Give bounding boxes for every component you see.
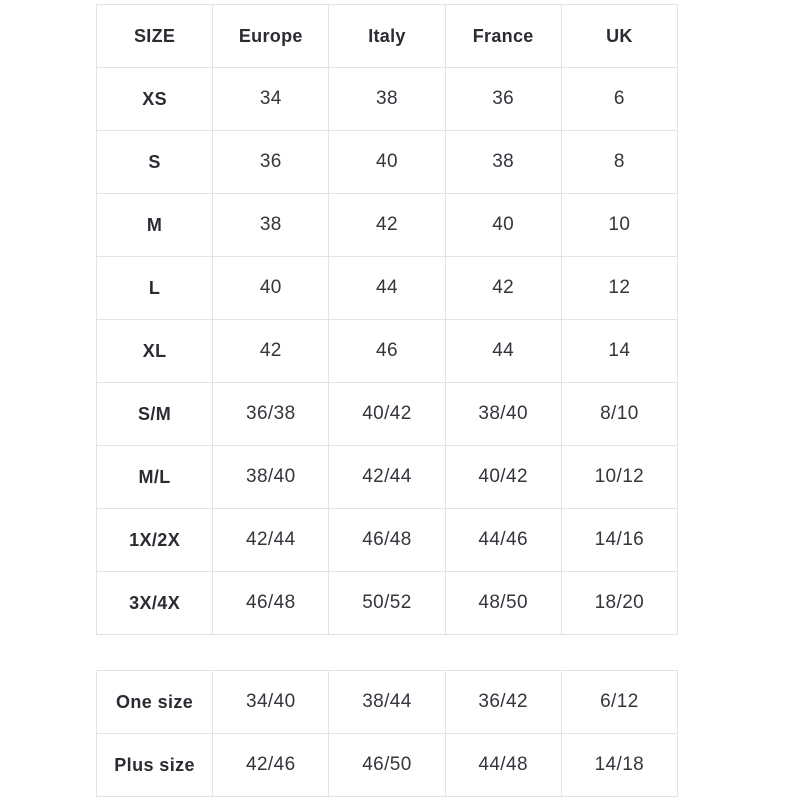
size-label: S: [97, 131, 213, 194]
size-label: S/M: [97, 383, 213, 446]
size-cell-italy: 38: [329, 68, 445, 131]
size-cell-europe: 42: [213, 320, 329, 383]
size-cell-europe: 40: [213, 257, 329, 320]
table-row-m: [97, 194, 678, 257]
special-sizes-body: [97, 671, 678, 797]
size-label: One size: [97, 671, 213, 734]
size-label: M: [97, 194, 213, 257]
table-row-s-m: [97, 383, 678, 446]
size-cell-italy: 42: [329, 194, 445, 257]
size-table-header: [97, 5, 678, 68]
size-cell-uk: 14/18: [561, 734, 677, 797]
size-cell-europe: 38/40: [213, 446, 329, 509]
size-cell-europe: 34/40: [213, 671, 329, 734]
size-cell-uk: 10/12: [561, 446, 677, 509]
size-cell-europe: 38: [213, 194, 329, 257]
size-cell-europe: 36/38: [213, 383, 329, 446]
size-cell-uk: 8: [561, 131, 677, 194]
table-row-1x-2x: [97, 509, 678, 572]
table-row-xs: [97, 68, 678, 131]
size-cell-france: 48/50: [445, 572, 561, 635]
size-cell-france: 40: [445, 194, 561, 257]
column-header-italy: Italy: [329, 5, 445, 68]
table-row-s: [97, 131, 678, 194]
table-row-one-size: [97, 671, 678, 734]
size-cell-france: 44/46: [445, 509, 561, 572]
column-header-size: SIZE: [97, 5, 213, 68]
size-cell-italy: 46/48: [329, 509, 445, 572]
size-cell-france: 44: [445, 320, 561, 383]
column-header-uk: UK: [561, 5, 677, 68]
size-cell-uk: 10: [561, 194, 677, 257]
size-cell-europe: 46/48: [213, 572, 329, 635]
size-conversion-table: [96, 4, 678, 635]
table-row-plus-size: [97, 734, 678, 797]
size-cell-europe: 42/46: [213, 734, 329, 797]
column-header-europe: Europe: [213, 5, 329, 68]
size-cell-uk: 18/20: [561, 572, 677, 635]
size-table-body: [97, 68, 678, 635]
size-label: M/L: [97, 446, 213, 509]
size-cell-italy: 42/44: [329, 446, 445, 509]
table-row-xl: [97, 320, 678, 383]
size-label: L: [97, 257, 213, 320]
size-cell-france: 38/40: [445, 383, 561, 446]
size-cell-uk: 14: [561, 320, 677, 383]
size-cell-europe: 36: [213, 131, 329, 194]
size-cell-france: 36/42: [445, 671, 561, 734]
size-cell-uk: 8/10: [561, 383, 677, 446]
size-cell-france: 44/48: [445, 734, 561, 797]
size-cell-italy: 46: [329, 320, 445, 383]
size-label: XL: [97, 320, 213, 383]
size-cell-italy: 46/50: [329, 734, 445, 797]
column-header-france: France: [445, 5, 561, 68]
size-cell-italy: 44: [329, 257, 445, 320]
size-cell-uk: 12: [561, 257, 677, 320]
size-cell-uk: 6: [561, 68, 677, 131]
size-label: 1X/2X: [97, 509, 213, 572]
table-row-3x-4x: [97, 572, 678, 635]
size-cell-europe: 42/44: [213, 509, 329, 572]
size-cell-france: 38: [445, 131, 561, 194]
size-cell-italy: 40/42: [329, 383, 445, 446]
size-cell-europe: 34: [213, 68, 329, 131]
size-cell-uk: 14/16: [561, 509, 677, 572]
special-sizes-table: [96, 670, 678, 797]
table-row-l: [97, 257, 678, 320]
size-cell-italy: 50/52: [329, 572, 445, 635]
size-cell-italy: 40: [329, 131, 445, 194]
size-cell-france: 36: [445, 68, 561, 131]
table-row-m-l: [97, 446, 678, 509]
size-label: XS: [97, 68, 213, 131]
header-row: [97, 5, 678, 68]
size-cell-france: 40/42: [445, 446, 561, 509]
size-label: Plus size: [97, 734, 213, 797]
size-cell-france: 42: [445, 257, 561, 320]
size-cell-uk: 6/12: [561, 671, 677, 734]
size-cell-italy: 38/44: [329, 671, 445, 734]
size-label: 3X/4X: [97, 572, 213, 635]
